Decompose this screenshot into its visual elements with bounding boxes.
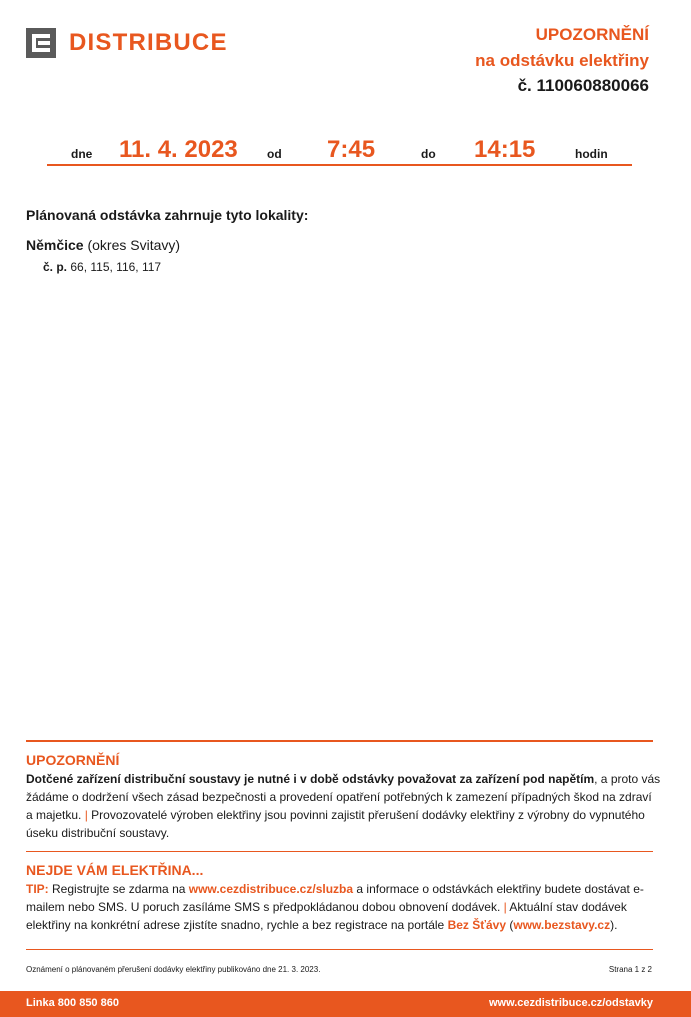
house-numbers [43, 260, 161, 274]
website-link[interactable]: www.cezdistribuce.cz/odstavky [488, 997, 653, 1009]
portal-open-paren: ( [509, 918, 514, 932]
footer-bar [0, 991, 691, 1017]
registration-link[interactable]: www.cezdistribuce.cz/sluzba [188, 882, 354, 896]
warning-bold-text: Dotčené zařízení distribuční soustavy je nutné i v době odstávky považovat za zařízení pod napětím [26, 772, 595, 786]
notice-header [475, 24, 649, 97]
notice-subtitle: na odstávku elektřiny [475, 51, 649, 70]
page-number: Strana 1 z 2 [608, 965, 652, 974]
location-town [26, 237, 180, 253]
label-to: do [421, 147, 436, 161]
house-numbers-prefix: č. p. [43, 260, 68, 274]
warning-text [26, 770, 661, 842]
town-district: (okres Svitavy) [87, 237, 181, 253]
portal-close-paren: ). [610, 918, 618, 932]
outage-date-line [47, 132, 632, 166]
tip-text-1: Registrujte se zdarma na [52, 882, 186, 896]
no-power-text [26, 880, 661, 934]
published-note: Oznámení o plánovaném přerušení dodávky elektřiny publikováno dne 21. 3. 2023. [26, 965, 321, 974]
tip-text-3: Aktuální stav dodávek elektřiny na konkrétní adrese zjistíte snadno, rychle a bez registrace na portále [26, 900, 627, 932]
portal-name: Bez Šťávy [447, 918, 507, 932]
no-power-divider [26, 851, 653, 852]
portal-link[interactable]: www.bezstavy.cz [513, 918, 611, 932]
warning-divider [26, 740, 653, 742]
house-numbers-list: 66, 115, 116, 117 [70, 260, 162, 274]
outage-time-from: 7:45 [327, 136, 376, 163]
brand-logo [26, 28, 228, 58]
town-name: Němčice [26, 237, 84, 253]
hotline: Linka 800 850 860 [26, 997, 119, 1009]
notice-title: UPOZORNĚNÍ [535, 25, 649, 44]
brand-name: DISTRIBUCE [69, 29, 228, 56]
tip-separator: | [503, 900, 507, 914]
label-from: od [267, 147, 282, 161]
no-power-title: NEJDE VÁM ELEKTŘINA... [26, 862, 204, 878]
tip-label: TIP: [26, 882, 49, 896]
label-hours: hodin [575, 147, 608, 161]
label-day: dne [71, 147, 93, 161]
tip-text-2: a informace o odstávkách elektřiny budete dostávat e-mailem nebo SMS. U poruch zasíláme SMS s předpokládanou dobou obnovení dodávek. [26, 882, 644, 914]
warning-separator: | [84, 808, 88, 822]
footer-divider [26, 949, 653, 950]
outage-date: 11. 4. 2023 [119, 136, 238, 163]
notice-number: č. 110060880066 [517, 76, 649, 95]
warning-text-2: Provozovatelé výroben elektřiny jsou povinni zajistit přerušení dodávky elektřiny z výrobny do vypnutého úseku distribuční soustavy. [26, 808, 645, 840]
warning-title: UPOZORNĚNÍ [26, 752, 120, 768]
locations-intro: Plánovaná odstávka zahrnuje tyto lokality: [26, 207, 309, 223]
warning-text-1: , a proto vás žádáme o dodržení všech zásad bezpečnosti a provedení opatření potřebných k zamezení případných škod na zdraví a majetku. [26, 772, 661, 822]
outage-time-to: 14:15 [474, 136, 536, 163]
cez-logo-icon [26, 28, 56, 58]
